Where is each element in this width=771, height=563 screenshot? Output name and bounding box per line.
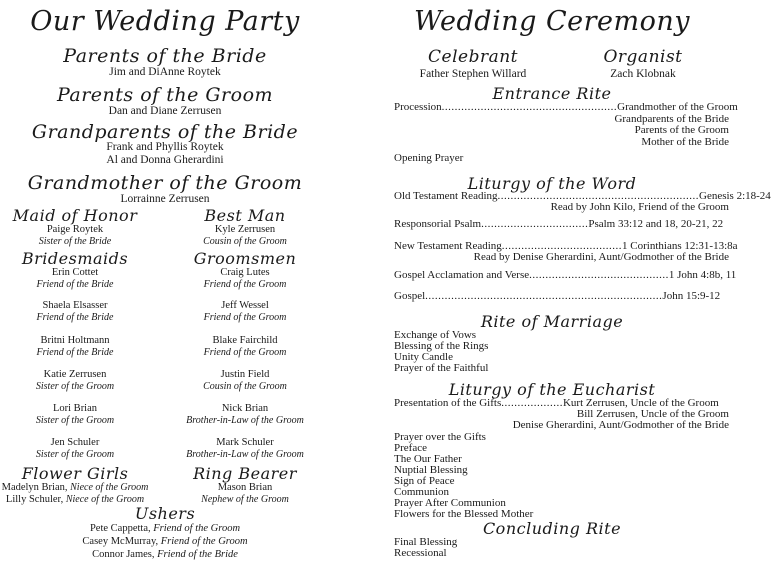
procession-more-3: Mother of the Bride xyxy=(641,135,729,148)
ceremony-panel xyxy=(368,0,771,563)
groomsman-3 xyxy=(170,335,320,358)
wedding-party-panel xyxy=(0,0,330,563)
usher-2 xyxy=(0,535,330,548)
bridesmaid-role: Sister of the Groom xyxy=(35,415,115,426)
flower-girl-role: Niece of the Groom xyxy=(70,482,149,493)
bridesmaid-3 xyxy=(0,335,150,358)
best-man-role: Cousin of the Groom xyxy=(203,236,287,247)
psalm-label: Responsorial Psalm xyxy=(394,218,482,230)
ring-bearer-block xyxy=(170,465,320,505)
usher-name: Connor James, xyxy=(92,549,158,560)
nt-reader: Read by Denise Gherardini, Aunt/Godmother of the Bride xyxy=(473,251,729,263)
organist-heading: Organist xyxy=(603,47,683,67)
usher-role: Friend of the Groom xyxy=(160,536,248,547)
ot-label: Old Testament Reading xyxy=(394,190,498,202)
bridesmaids-heading: Bridesmaids xyxy=(21,249,129,268)
maid-of-honor-heading: Maid of Honor xyxy=(12,206,138,225)
psalm-line: Responsorial Psalm.................................Psalm 33:12 and 18, 20-21, 22 xyxy=(394,218,724,230)
marriage-item: Prayer of the Faithful xyxy=(394,362,489,374)
gospel-accl-ref: 1 John 4:8b, 11 xyxy=(668,269,737,281)
organist-name: Zach Klobnak xyxy=(610,68,676,80)
grandparents-bride-names-2: Al and Donna Gherardini xyxy=(106,154,224,166)
groomsman-role: Cousin of the Groom xyxy=(203,381,287,392)
gifts-line: Presentation of the Gifts...................Kurt Zerrusen, Uncle of the Groom xyxy=(394,397,719,409)
bridesmaid-1 xyxy=(0,267,150,290)
eucharist-item: Flowers for the Blessed Mother xyxy=(394,508,534,520)
procession-more-1: Grandparents of the Bride xyxy=(614,112,729,125)
maid-of-honor-block xyxy=(0,207,150,247)
bridesmaid-5 xyxy=(0,403,150,426)
new-testament-line: New Testament Reading.....................................1 Corinthians 12:31-13:8a xyxy=(394,240,738,252)
ring-bearer-name: Mason Brian xyxy=(217,482,273,493)
marriage-item: Blessing of the Rings xyxy=(394,340,489,352)
ot-ref: Genesis 2:18-24 xyxy=(699,190,771,202)
groomsman-name: Nick Brian xyxy=(221,403,269,414)
rite-marriage-heading: Rite of Marriage xyxy=(480,312,624,331)
psalm-ref: Psalm 33:12 and 18, 20-21, 22 xyxy=(588,218,724,230)
gifts-more-2: Denise Gherardini, Aunt/Godmother of the Bride xyxy=(512,419,729,431)
procession-line: Procession......................................................Grandmother of the Groom xyxy=(394,101,738,113)
eucharist-item: Prayer After Communion xyxy=(394,497,506,509)
best-man-heading: Best Man xyxy=(204,206,286,225)
flower-girl-role: Niece of the Groom xyxy=(65,494,145,505)
eucharist-item: Nuptial Blessing xyxy=(394,464,468,476)
gospel-ref: John 15:9-12 xyxy=(662,290,721,302)
eucharist-item: Prayer over the Gifts xyxy=(394,431,486,443)
marriage-item: Exchange of Vows xyxy=(394,329,477,341)
bridesmaid-name: Shaela Elsasser xyxy=(42,300,108,311)
flower-girls-heading: Flower Girls xyxy=(21,464,129,483)
groomsman-6 xyxy=(170,437,320,460)
groomsman-2 xyxy=(170,300,320,323)
groomsman-name: Jeff Wessel xyxy=(221,300,269,311)
grandparents-bride-names-1: Frank and Phyllis Roytek xyxy=(106,141,224,153)
groomsman-4 xyxy=(170,369,320,392)
usher-role: Friend of the Bride xyxy=(157,549,238,560)
bridesmaid-6 xyxy=(0,437,150,460)
ushers-heading: Ushers xyxy=(134,504,196,523)
ring-bearer-heading: Ring Bearer xyxy=(193,464,297,483)
opening-prayer: Opening Prayer xyxy=(394,152,464,164)
usher-name: Casey McMurray, xyxy=(82,536,161,547)
groomsman-role: Brother-in-Law of the Groom xyxy=(186,415,304,426)
bridesmaid-role: Friend of the Bride xyxy=(36,312,114,323)
entrance-rite-heading: Entrance Rite xyxy=(492,84,612,103)
eucharist-item: Preface xyxy=(394,442,427,454)
groomsman-role: Friend of the Groom xyxy=(203,312,287,323)
ot-reader: Read by John Kilo, Friend of the Groom xyxy=(550,201,729,213)
gifts-label: Presentation of the Gifts xyxy=(394,397,502,409)
parents-bride-names: Jim and DiAnne Roytek xyxy=(109,66,221,78)
groomsman-1 xyxy=(170,267,320,290)
liturgy-eucharist-heading: Liturgy of the Eucharist xyxy=(448,380,656,399)
maid-of-honor-name: Paige Roytek xyxy=(46,224,104,235)
gospel-label: Gospel xyxy=(394,290,426,302)
groomsman-role: Friend of the Groom xyxy=(203,347,287,358)
bridesmaid-role: Sister of the Groom xyxy=(35,381,115,392)
bridesmaid-2 xyxy=(0,300,150,323)
marriage-item: Unity Candle xyxy=(394,351,453,363)
bridesmaid-name: Katie Zerrusen xyxy=(43,369,107,380)
old-testament-line: Old Testament Reading..............................................................Genesis 2:18-24 xyxy=(394,190,771,202)
gospel-accl-label: Gospel Acclamation and Verse xyxy=(394,269,530,281)
gospel-acclamation-line: Gospel Acclamation and Verse...........................................1 John 4:8b, 11 xyxy=(394,269,737,281)
parents-groom-names: Dan and Diane Zerrusen xyxy=(108,105,222,117)
concluding-item: Final Blessing xyxy=(394,536,458,548)
flower-girl-name: Madelyn Brian, xyxy=(1,482,71,493)
bridesmaid-name: Lori Brian xyxy=(52,403,98,414)
bridesmaid-role: Sister of the Groom xyxy=(35,449,115,460)
usher-role: Friend of the Groom xyxy=(153,523,241,534)
best-man-name: Kyle Zerrusen xyxy=(214,224,276,235)
groomsmen-heading: Groomsmen xyxy=(193,249,297,268)
nt-label: New Testament Reading xyxy=(394,240,502,252)
procession-label: Procession xyxy=(394,101,442,113)
grandmother-groom-names: Lorrainne Zerrusen xyxy=(120,193,210,205)
usher-3 xyxy=(0,548,330,561)
best-man-block xyxy=(170,207,320,247)
groomsman-5 xyxy=(170,403,320,426)
concluding-item: Recessional xyxy=(394,547,447,559)
groomsman-name: Mark Schuler xyxy=(216,437,274,448)
celebrant-heading: Celebrant xyxy=(428,47,518,67)
groomsman-name: Justin Field xyxy=(220,369,270,380)
groomsman-role: Brother-in-Law of the Groom xyxy=(186,449,304,460)
bridesmaid-name: Erin Cottet xyxy=(51,267,99,278)
parents-groom-heading: Parents of the Groom xyxy=(56,84,274,106)
flower-girls-block xyxy=(0,465,150,506)
wedding-party-title: Our Wedding Party xyxy=(30,6,300,37)
eucharist-item: The Our Father xyxy=(394,453,462,465)
gifts-more-1: Bill Zerrusen, Uncle of the Groom xyxy=(576,408,729,420)
groomsman-name: Craig Lutes xyxy=(220,267,270,278)
liturgy-word-heading: Liturgy of the Word xyxy=(467,174,637,193)
procession-more-2: Parents of the Groom xyxy=(634,124,729,136)
bridesmaid-role: Friend of the Bride xyxy=(36,347,114,358)
usher-name: Pete Cappetta, xyxy=(89,523,154,534)
gospel-line: Gospel.........................................................................John 15:9-12 xyxy=(394,290,721,302)
groomsman-role: Friend of the Groom xyxy=(203,279,287,290)
procession-value: Grandmother of the Groom xyxy=(617,101,738,113)
eucharist-item: Communion xyxy=(394,486,450,498)
ceremony-title: Wedding Ceremony xyxy=(413,6,690,37)
maid-of-honor-role: Sister of the Bride xyxy=(38,236,112,247)
bridesmaid-name: Jen Schuler xyxy=(50,437,100,448)
usher-1 xyxy=(0,522,330,535)
grandparents-bride-heading: Grandparents of the Bride xyxy=(31,121,299,143)
gifts-value: Kurt Zerrusen, Uncle of the Groom xyxy=(562,397,719,409)
celebrant-name: Father Stephen Willard xyxy=(419,68,527,80)
eucharist-item: Sign of Peace xyxy=(394,475,455,487)
grandmother-groom-heading: Grandmother of the Groom xyxy=(27,172,303,194)
bridesmaid-name: Britni Holtmann xyxy=(40,335,110,346)
flower-girl-name: Lilly Schuler, xyxy=(5,494,66,505)
nt-ref: 1 Corinthians 12:31-13:8a xyxy=(622,240,738,252)
bridesmaid-4 xyxy=(0,369,150,392)
bridesmaid-role: Friend of the Bride xyxy=(36,279,114,290)
parents-bride-heading: Parents of the Bride xyxy=(63,45,267,67)
concluding-rite-heading: Concluding Rite xyxy=(482,519,622,538)
groomsman-name: Blake Fairchild xyxy=(212,335,278,346)
ring-bearer-role: Nephew of the Groom xyxy=(201,494,289,505)
